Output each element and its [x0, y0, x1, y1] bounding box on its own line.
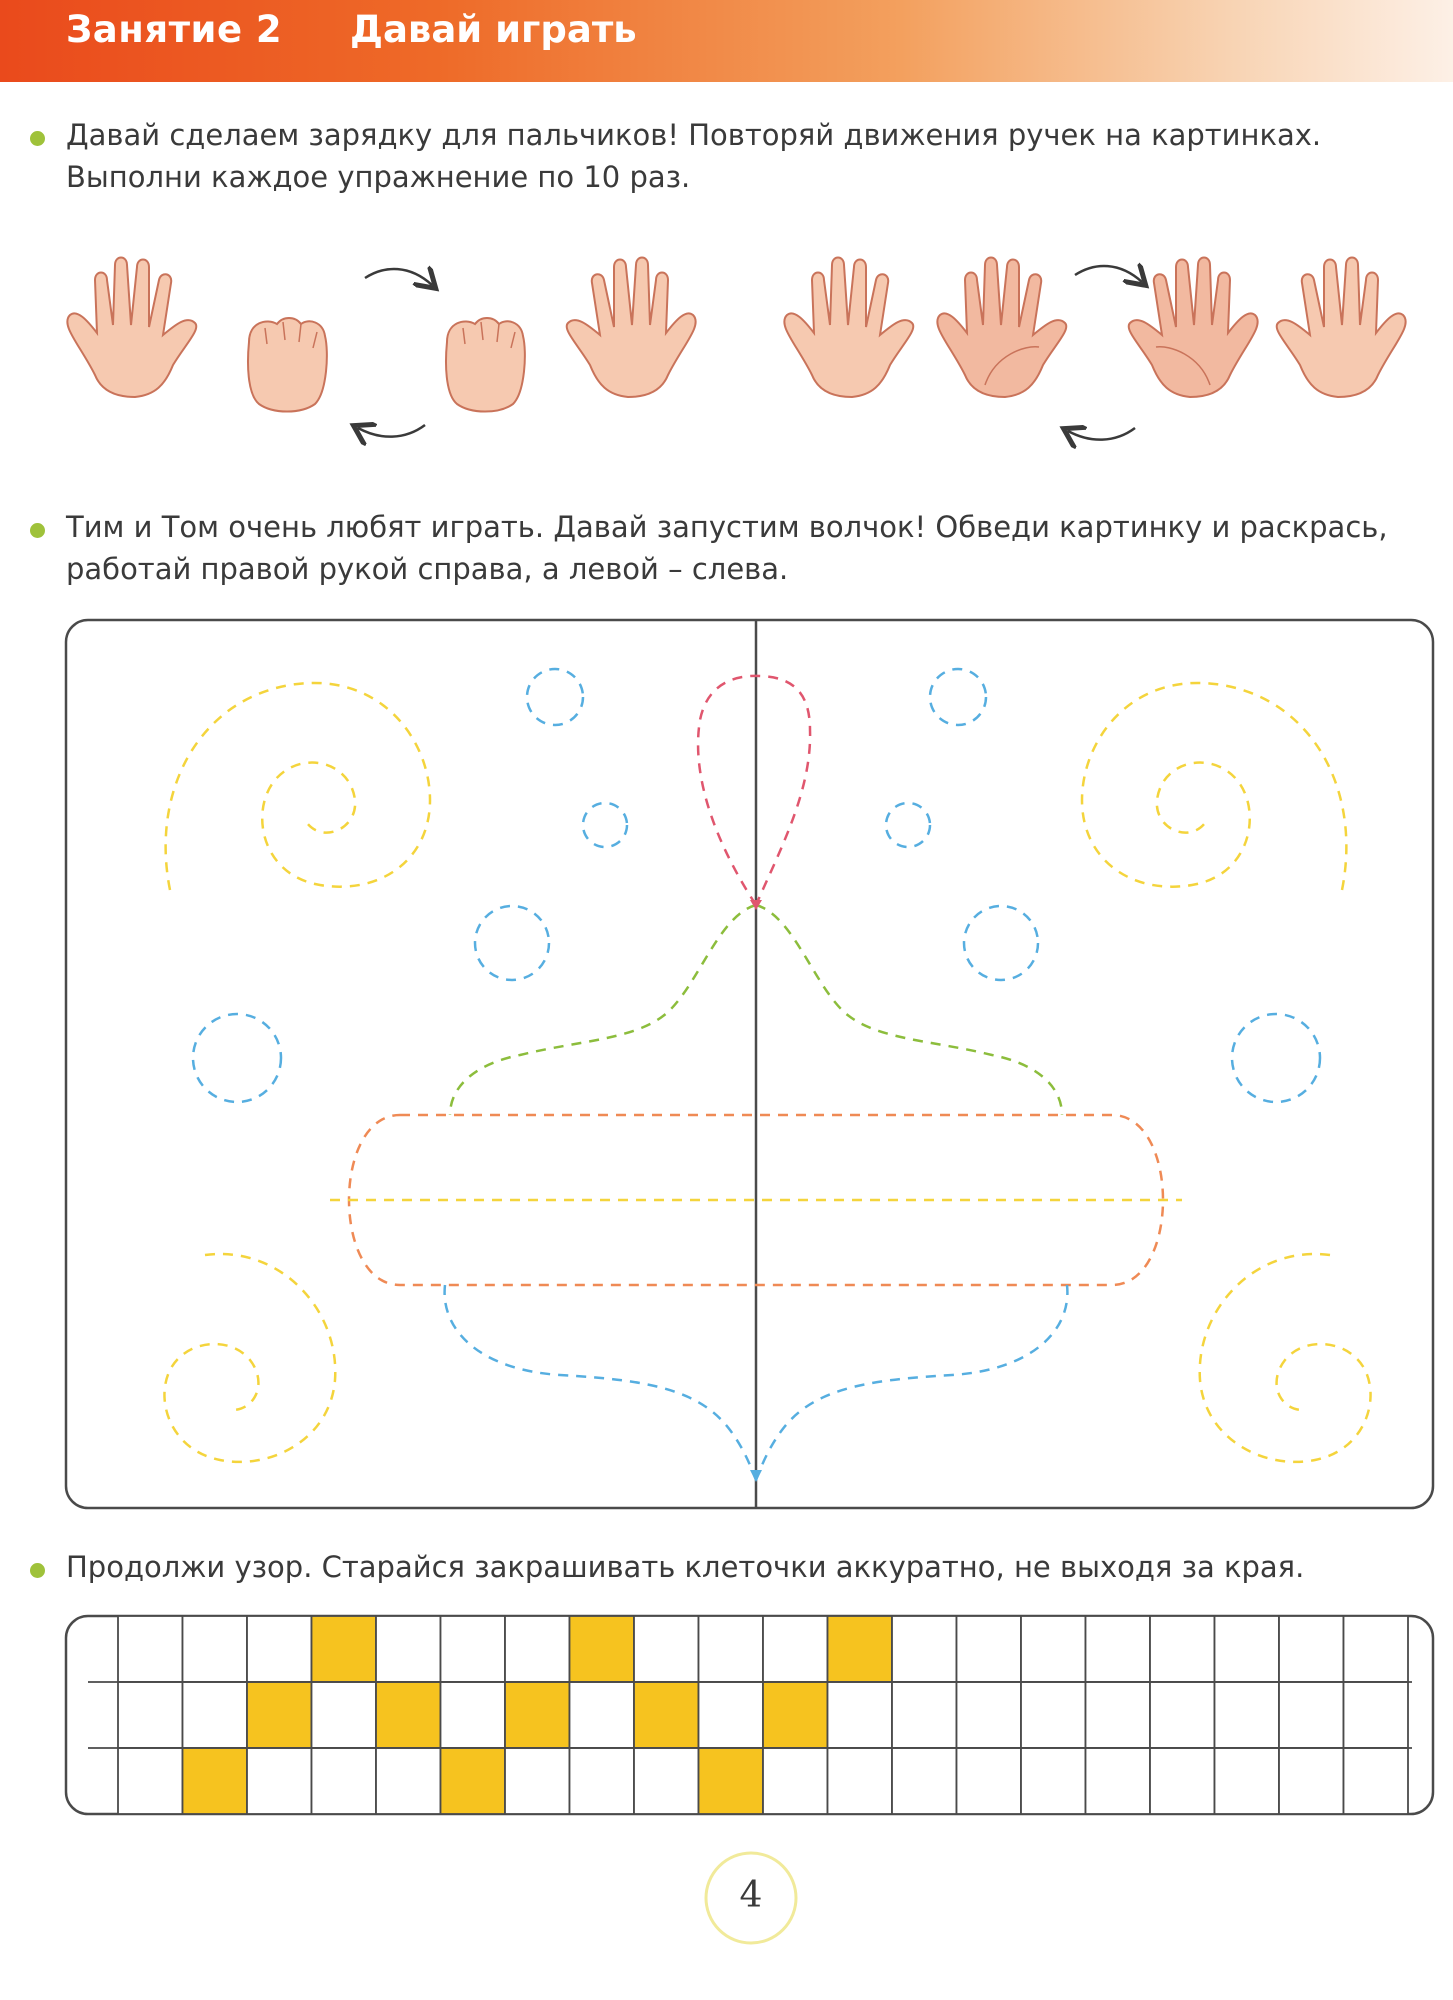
- pattern-cell[interactable]: [183, 1616, 248, 1682]
- pattern-cell-filled[interactable]: [312, 1616, 377, 1682]
- pattern-cell-filled[interactable]: [699, 1748, 764, 1814]
- pattern-cell[interactable]: [957, 1616, 1022, 1682]
- pattern-cell[interactable]: [376, 1616, 441, 1682]
- task-2-line-1: Тим и Том очень любят играть. Давай запустим волчок! Обведи картинку и раскрась,: [66, 510, 1388, 544]
- pattern-cell[interactable]: [699, 1682, 764, 1748]
- pattern-cell[interactable]: [1344, 1748, 1409, 1814]
- pattern-cell[interactable]: [570, 1748, 635, 1814]
- pattern-cell[interactable]: [634, 1616, 699, 1682]
- pattern-cell-filled[interactable]: [763, 1682, 828, 1748]
- pattern-cell[interactable]: [1279, 1682, 1344, 1748]
- pattern-cell-filled[interactable]: [247, 1682, 312, 1748]
- pattern-cell[interactable]: [1021, 1682, 1086, 1748]
- pattern-cell[interactable]: [247, 1748, 312, 1814]
- pattern-cell[interactable]: [118, 1616, 183, 1682]
- lesson-label: Занятие 2: [66, 8, 283, 51]
- pattern-cell[interactable]: [1344, 1682, 1409, 1748]
- pattern-cell[interactable]: [118, 1682, 183, 1748]
- pattern-cell[interactable]: [1086, 1682, 1151, 1748]
- pattern-cell[interactable]: [247, 1616, 312, 1682]
- pattern-cell[interactable]: [892, 1616, 957, 1682]
- pattern-cell[interactable]: [957, 1682, 1022, 1748]
- pattern-cell[interactable]: [312, 1748, 377, 1814]
- pattern-cell[interactable]: [699, 1616, 764, 1682]
- pattern-cell-filled[interactable]: [570, 1616, 635, 1682]
- task-1-line-2: Выполни каждое упражнение по 10 раз.: [66, 160, 691, 194]
- pattern-cell[interactable]: [763, 1616, 828, 1682]
- pattern-cell[interactable]: [118, 1748, 183, 1814]
- pattern-cell[interactable]: [441, 1682, 506, 1748]
- task-3-line-1: Продолжи узор. Старайся закрашивать клеточки аккуратно, не выходя за края.: [66, 1550, 1305, 1584]
- pattern-cell[interactable]: [1150, 1682, 1215, 1748]
- pattern-cell[interactable]: [1215, 1616, 1280, 1682]
- pattern-cell[interactable]: [1279, 1616, 1344, 1682]
- pattern-cell[interactable]: [1215, 1682, 1280, 1748]
- pattern-cell[interactable]: [1086, 1616, 1151, 1682]
- pattern-cell[interactable]: [1021, 1616, 1086, 1682]
- pattern-cell[interactable]: [763, 1748, 828, 1814]
- pattern-cell-filled[interactable]: [505, 1682, 570, 1748]
- pattern-cell[interactable]: [828, 1748, 893, 1814]
- pattern-cell[interactable]: [1021, 1748, 1086, 1814]
- pattern-cell[interactable]: [1215, 1748, 1280, 1814]
- pattern-cell[interactable]: [312, 1682, 377, 1748]
- pattern-cell[interactable]: [1150, 1748, 1215, 1814]
- pattern-cell-filled[interactable]: [376, 1682, 441, 1748]
- pattern-cell-filled[interactable]: [183, 1748, 248, 1814]
- page-number: 4: [739, 1875, 763, 1916]
- pattern-cell[interactable]: [441, 1616, 506, 1682]
- pattern-cell[interactable]: [828, 1682, 893, 1748]
- pattern-cell[interactable]: [634, 1748, 699, 1814]
- pattern-cell[interactable]: [892, 1748, 957, 1814]
- pattern-cell[interactable]: [1150, 1616, 1215, 1682]
- pattern-cell[interactable]: [1344, 1616, 1409, 1682]
- pattern-cell[interactable]: [1279, 1748, 1344, 1814]
- pattern-cell-filled[interactable]: [441, 1748, 506, 1814]
- pattern-cell-filled[interactable]: [634, 1682, 699, 1748]
- lesson-title: Давай играть: [350, 8, 637, 51]
- pattern-cell[interactable]: [183, 1682, 248, 1748]
- task-1-line-1: Давай сделаем зарядку для пальчиков! Повторяй движения ручек на картинках.: [66, 118, 1322, 152]
- pattern-cell[interactable]: [505, 1616, 570, 1682]
- pattern-cell[interactable]: [957, 1748, 1022, 1814]
- pattern-cell[interactable]: [1086, 1748, 1151, 1814]
- task-2-line-2: работай правой рукой справа, а левой – слева.: [66, 552, 789, 586]
- pattern-cell[interactable]: [505, 1748, 570, 1814]
- pattern-cell-filled[interactable]: [828, 1616, 893, 1682]
- pattern-cell[interactable]: [892, 1682, 957, 1748]
- pattern-grid[interactable]: [88, 1616, 1412, 1814]
- pattern-cell[interactable]: [570, 1682, 635, 1748]
- pattern-cell[interactable]: [376, 1748, 441, 1814]
